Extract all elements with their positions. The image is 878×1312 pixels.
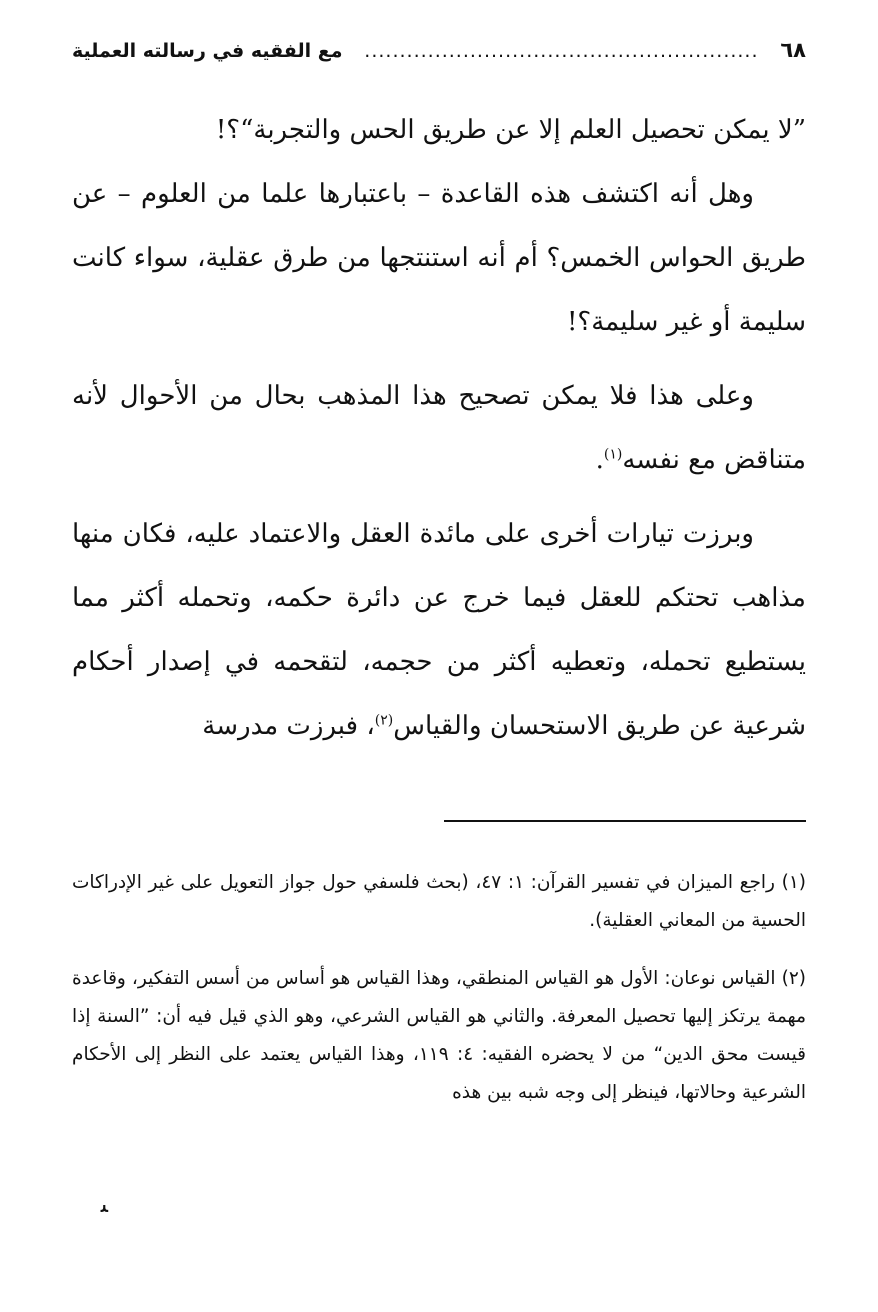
page-number: ٦٨ — [780, 38, 806, 62]
paragraph-conclusion-text: وعلى هذا فلا يمكن تصحيح هذا المذهب بحال من الأحوال لأنه متناقض مع نفسه — [72, 381, 806, 475]
paragraph-currents-text-a: وبرزت تيارات أخرى على مائدة العقل والاعتماد عليه، فكان منها مذاهب تحتكم للعقل فيما خرج عن دائرة حكمه، وتحمله أكثر مما يستطيع تحمله، وتعطيه أكثر من حجمه، لتقحمه في إصدار أحكام شرعية عن طريق الاستحسان والقياس — [72, 519, 806, 741]
page — [72, 38, 806, 1112]
footnote-separator — [444, 820, 806, 822]
paragraph-conclusion — [72, 364, 806, 492]
header-leader-dots: ........................................................ — [364, 40, 759, 62]
paragraph-conclusion-end: . — [595, 445, 604, 475]
catchword-mark-icon: ﯩ — [100, 1190, 108, 1218]
footnote-1: (١) راجع الميزان في تفسير القرآن: ١: ٤٧، (بحث فلسفي حول جواز التعويل على غير الإدراكات الحسية من المعاني العقلية). — [72, 872, 806, 931]
paragraph-quote: ”لا يمكن تحصيل العلم إلا عن طريق الحس والتجربة“؟! — [215, 115, 806, 145]
footnote-ref-1: (١) — [603, 446, 623, 463]
footnote-ref-2: (٢) — [374, 712, 394, 729]
running-header — [72, 38, 806, 78]
paragraph-currents — [72, 502, 806, 758]
paragraph-question: وهل أنه اكتشف هذه القاعدة – باعتبارها علما من العلوم – عن طريق الحواس الخمس؟ أم أنه استنتجها من طرق عقلية، سواء كانت سليمة أو غير سليمة؟! — [72, 179, 806, 337]
footnote-2: (٢) القياس نوعان: الأول هو القياس المنطقي، وهذا القياس هو أساس من أسس التفكير، وقاعدة مهمة يرتكز إليها تحصيل المعرفة. والثاني هو القياس الشرعي، وهو الذي قيل فيه أن: ”السنة إذا قيست محق الدين“ من لا يحضره الفقيه: ٤: ١١٩، وهذا القياس يعتمد على النظر إلى الأحكام الشرعية وحالاتها، فينظر إلى وجه شبه بين هذه — [72, 968, 806, 1103]
footnotes — [72, 864, 806, 1112]
body-text — [72, 98, 806, 758]
paragraph-currents-text-b: ، فبرزت مدرسة — [202, 711, 375, 741]
running-title: مع الفقيه في رسالته العملية — [72, 40, 343, 62]
